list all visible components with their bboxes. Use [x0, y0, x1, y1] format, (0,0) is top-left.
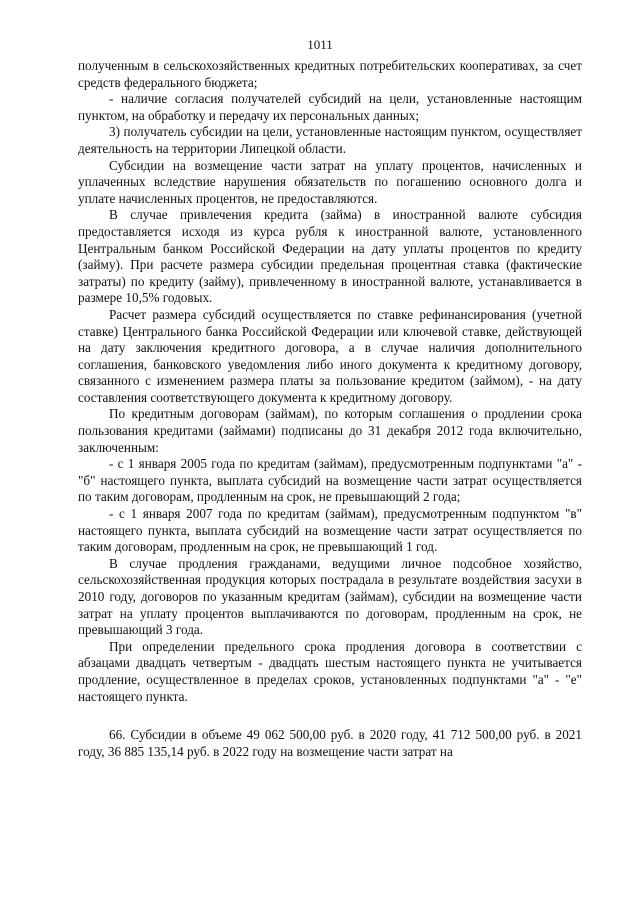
- paragraph-item-66: 66. Субсидии в объеме 49 062 500,00 руб. в 2020 году, 41 712 500,00 руб. в 2021 году, 36 885 135,14 руб. в 2022 году на возмещение части затрат на: [78, 727, 582, 759]
- paragraph-extension-2005: - с 1 января 2005 года по кредитам (займам), предусмотренным подпунктами "а" - "б" настоящего пункта, выплата субсидий на возмещение части затрат осуществляется по таким договорам, продленным на срок, не превышающий 2 года;: [78, 456, 582, 505]
- paragraph-condition-3: 3) получатель субсидии на цели, установленные настоящим пунктом, осуществляет деятельность на территории Липецкой области.: [78, 124, 582, 156]
- paragraph-drought-2010: В случае продления гражданами, ведущими личное подсобное хозяйство, сельскохозяйственная продукция которых пострадала в результате воздействия засухи в 2010 году, договоров по указанным кредитам (займам), субсидии на возмещение части затрат на уплату процентов выплачиваются по договорам, продленным на срок, не превышающий 3 года.: [78, 555, 582, 638]
- paragraph-consent-condition: - наличие согласия получателей субсидий на цели, установленные настоящим пунктом, на обработку и передачу их персональных данных;: [78, 91, 582, 123]
- paragraph-foreign-currency: В случае привлечения кредита (займа) в иностранной валюте субсидия предоставляется исходя из курса рубля к иностранной валюте, установленного Центральным банком Российской Федерации на дату уплаты процентов по кредиту (займу). При расчете размера субсидии предельная процентная ставка (фактические затраты) по кредиту (займу), привлеченному в иностранной валюте, устанавливается в размере 10,5% годовых.: [78, 207, 582, 306]
- paragraph-credit-extension: По кредитным договорам (займам), по которым соглашения о продлении срока пользования кредитами (займами) подписаны до 31 декабря 2012 года включительно, заключенным:: [78, 406, 582, 455]
- page-number: 1011: [307, 37, 333, 52]
- document-body: [78, 58, 582, 760]
- paragraph-refinancing-rate: Расчет размера субсидий осуществляется по ставке рефинансирования (учетной ставке) Центрального банка Российской Федерации или ключевой ставке, действующей на дату заключения кредитного договора, а в случае наличия дополнительного соглашения, банковского уведомления либо иного документа к кредитному договору, связанного с изменением размера платы за пользование кредитом (займом), - на дату составления соответствующего документа к кредитному договору.: [78, 306, 582, 405]
- paragraph-extension-2007: - с 1 января 2007 года по кредитам (займам), предусмотренным подпунктом "в" настоящего пункта, выплата субсидий на возмещение части затрат осуществляется по таким договорам, продленным на срок, не превышающий 1 год.: [78, 506, 582, 555]
- paragraph-penalty-interest: Субсидии на возмещение части затрат на уплату процентов, начисленных и уплаченных вследствие нарушения обязательств по погашению основного долга и уплате начисленных процентов, не предоставляются.: [78, 157, 582, 206]
- paragraph-extension-limit: При определении предельного срока продления договора в соответствии с абзацами двадцать четвертым - двадцать шестым настоящего пункта не учитывается продление, осуществленное в пределах сроков, установленных подпунктами "а" - "е" настоящего пункта.: [78, 638, 582, 704]
- paragraph-continuation: полученным в сельскохозяйственных кредитных потребительских кооперативах, за счет средств федерального бюджета;: [78, 58, 582, 90]
